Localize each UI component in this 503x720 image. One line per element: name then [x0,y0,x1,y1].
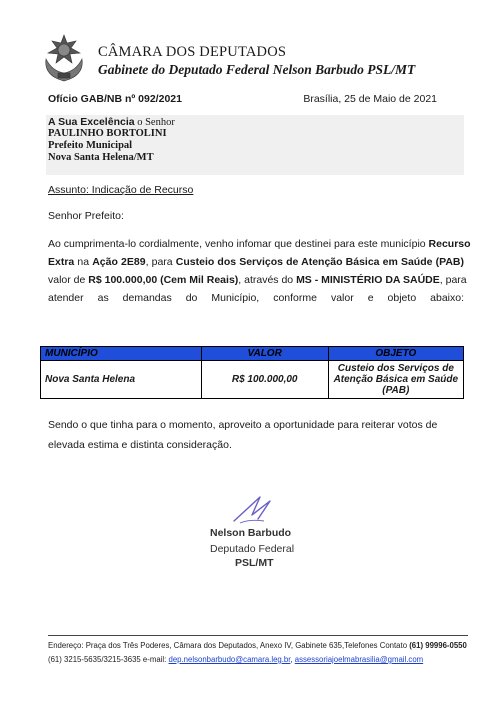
body-line-1: Ao cumprimenta-lo cordialmente, venho infomar que destinei para este município Recurso [48,238,471,250]
body-paragraph [48,235,471,307]
body-line-4: atender as demandas do Município, conforme valor e objeto abaixo: [48,292,464,304]
letter-date: Brasília, 25 de Maio de 2021 [303,93,437,105]
signer-party: PSL/MT [235,557,274,569]
footer-address-text: Endereço: Praça dos Três Poderes, Câmara dos Deputados, Anexo IV, Gabinete 635,Telefones Contato [48,641,410,650]
col-municipio: MUNICÍPIO [41,347,202,361]
greeting: Senhor Prefeito: [48,210,124,222]
footer-divider [48,635,468,636]
col-objeto: OBJETO [328,347,463,361]
coat-of-arms-icon [40,33,88,83]
institution-name: CÂMARA DOS DEPUTADOS [98,44,287,60]
col-valor: VALOR [201,347,328,361]
table-header-row [41,347,464,361]
salutation-bold: A Sua Excelência [48,116,135,128]
office-name: Gabinete do Deputado Federal Nelson Barbudo PSL/MT [98,62,416,77]
email-link-primary[interactable]: dep.nelsonbarbudo@camara.leg.br [168,655,291,664]
footer-contact-text: (61) 3215-5635/3215-3635 e-mail: [48,655,169,664]
signer-title: Deputado Federal [210,543,295,555]
signer-name: Nelson Barbudo [210,527,292,539]
salutation-rest: o Senhor [134,117,175,128]
closing-paragraph: Sendo o que tinha para o momento, aproveito a oportunidade para reiterar votos de elevada estima e distinta consideração. [48,419,438,451]
handwritten-signature [230,493,274,527]
cell-valor: R$ 100.000,00 [201,361,328,399]
footer-address [48,641,467,650]
cell-municipio: Nova Santa Helena [41,361,202,399]
email-link-secondary[interactable]: assessoriajoelmabrasilia@gmail.com [294,655,424,664]
resource-table [40,346,464,399]
recipient-name: PAULINHO BORTOLINI [48,128,167,139]
footer-phone: (61) 99996-0550 [409,641,467,650]
body-line-3: valor de R$ 100.000,00 (Cem Mil Reais), através do MS - MINISTÉRIO DA SAÚDE, para [48,274,467,286]
table-row [41,361,464,399]
recipient-role: Prefeito Municipal [48,140,133,151]
letter-number: Ofício GAB/NB nº 092/2021 [48,93,182,105]
recipient-city: Nova Santa Helena/MT [48,152,154,163]
subject-line: Assunto: Indicação de Recurso [48,184,194,196]
footer-contact: (61) 3215-5635/3215-3635 e-mail: dep.nelsonbarbudo@camara.leg.br, assessoriajoelmabrasilia@gmail.com [48,655,424,664]
cell-objeto: Custeio dos Serviços de Atenção Básica em Saúde (PAB) [328,361,463,399]
body-line-2: Extra na Ação 2E89, para Custeio dos Serviços de Atenção Básica em Saúde (PAB) [48,256,464,268]
